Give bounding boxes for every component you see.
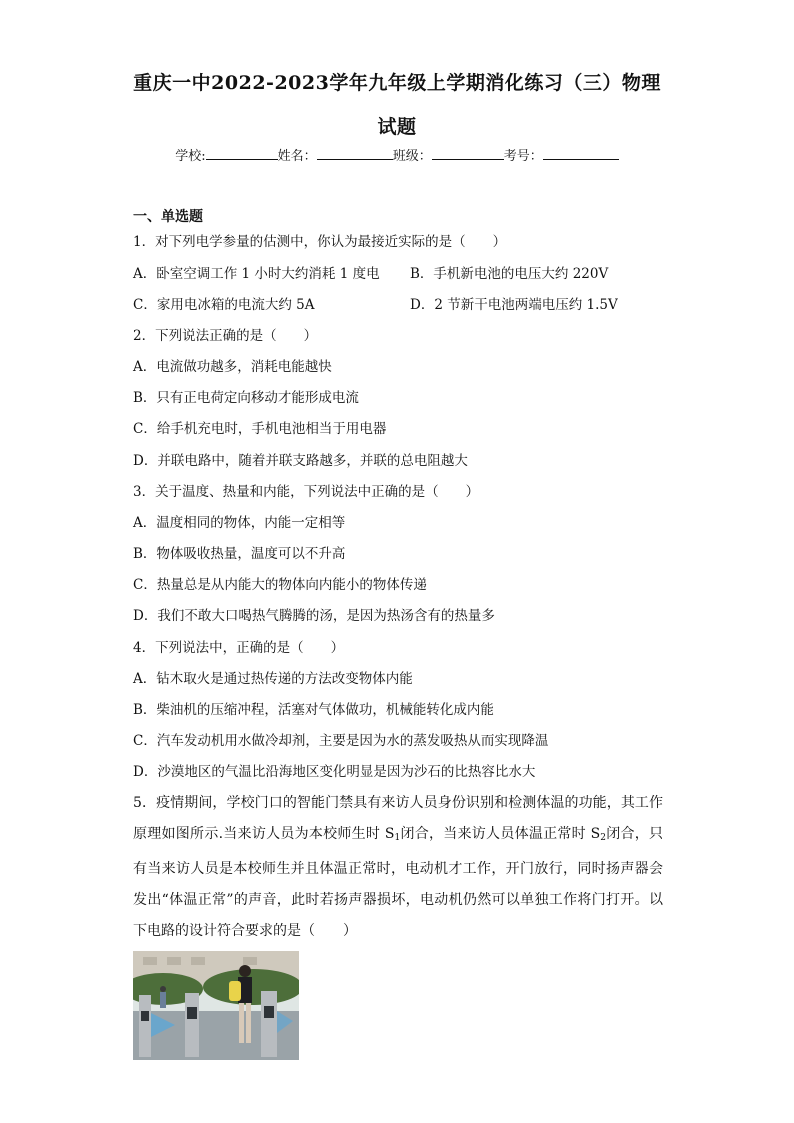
photo-bystander-body	[160, 992, 166, 1008]
id-label: 考号：	[503, 149, 543, 164]
class-blank[interactable]	[432, 147, 504, 160]
q5-stem	[133, 788, 663, 947]
photo-person-head	[239, 965, 251, 977]
q5-sub-1: 1	[394, 833, 401, 843]
photo-person-leg	[239, 1003, 244, 1043]
q2-option-d: D．并联电路中，随着并联支路越多，并联的总电阻越大	[133, 453, 468, 469]
q1-option-c: C．家用电冰箱的电流大约 5A	[133, 297, 315, 313]
photo-person-leg	[246, 1003, 251, 1043]
q5-text-1: 5．疫情期间，学校门口的智能门禁具有来访人员身份识别和检测体温的功能，其工作原理如图所示.当来访人员为本校师生时 S	[133, 795, 663, 842]
q1-option-a: A．卧室空调工作 1 小时大约消耗 1 度电	[133, 266, 380, 282]
q5-text-2: 闭合，当来访人员体温正常时 S	[400, 826, 601, 842]
q2-option-c: C．给手机充电时，手机电池相当于用电器	[133, 421, 387, 437]
q4-option-b: B．柴油机的压缩冲程，活塞对气体做功，机械能转化成内能	[133, 702, 494, 718]
school-blank[interactable]	[206, 147, 278, 160]
q2-option-b: B．只有正电荷定向移动才能形成电流	[133, 390, 359, 406]
q5-text-3: 闭合，只有当来访人员是本校师生并且体温正常时，电动机才工作，开门放行，同时扬声器会发出“体温正常”的声音，此时若扬声器损坏，电动机仍然可以单独工作将门打开。以下电路的设计符合要求的是（ ）	[133, 826, 663, 939]
section-title: 一、单选题	[133, 209, 203, 225]
q1-option-d: D．2 节新干电池两端电压约 1.5V	[410, 297, 618, 313]
q4-option-c: C．汽车发动机用水做冷却剂，主要是因为水的蒸发吸热从而实现降温	[133, 733, 549, 749]
photo-window	[143, 957, 157, 965]
q2-option-a: A．电流做功越多，消耗电能越快	[133, 359, 332, 375]
q5-sub-2: 2	[600, 833, 606, 843]
q3-option-a: A．温度相同的物体，内能一定相等	[133, 515, 346, 531]
name-blank[interactable]	[317, 147, 393, 160]
q3-option-b: B．物体吸收热量，温度可以不升高	[133, 546, 346, 562]
photo-turnstile-panel	[187, 1007, 197, 1019]
q4-option-a: A．钻木取火是通过热传递的方法改变物体内能	[133, 671, 413, 687]
document-title-line2: 试题	[377, 116, 417, 138]
photo-window	[191, 957, 205, 965]
q3-stem: 3．关于温度、热量和内能，下列说法中正确的是（ ）	[133, 484, 480, 500]
photo-window	[167, 957, 181, 965]
q3-option-d: D．我们不敢大口喝热气腾腾的汤，是因为热汤含有的热量多	[133, 608, 495, 624]
photo-turnstile-panel	[141, 1011, 149, 1021]
photo-backpack	[229, 981, 241, 1001]
class-label: 班级：	[392, 149, 432, 164]
id-blank[interactable]	[543, 147, 619, 160]
photo-bystander-head	[160, 986, 166, 992]
photo-turnstile-panel	[264, 1006, 274, 1018]
q4-option-d: D．沙漠地区的气温比沿海地区变化明显是因为沙石的比热容比水大	[133, 764, 536, 780]
q1-option-b: B．手机新电池的电压大约 220V	[410, 266, 609, 282]
q4-stem: 4．下列说法中，正确的是（ ）	[133, 640, 345, 656]
photo-turnstile-left	[139, 995, 151, 1057]
q3-option-c: C．热量总是从内能大的物体向内能小的物体传递	[133, 577, 427, 593]
q2-stem: 2．下列说法正确的是（ ）	[133, 328, 318, 344]
document-title-line1: 重庆一中2022-2023学年九年级上学期消化练习（三）物理	[133, 72, 661, 94]
turnstile-photo	[133, 951, 299, 1060]
photo-window	[243, 957, 257, 965]
school-label: 学校:	[175, 149, 206, 164]
q1-stem: 1．对下列电学参量的估测中，你认为最接近实际的是（ ）	[133, 234, 507, 250]
photo-turnstile-right	[261, 991, 277, 1057]
student-info-row	[0, 145, 794, 164]
photo-turnstile-middle	[185, 993, 199, 1057]
name-label: 姓名：	[277, 149, 317, 164]
